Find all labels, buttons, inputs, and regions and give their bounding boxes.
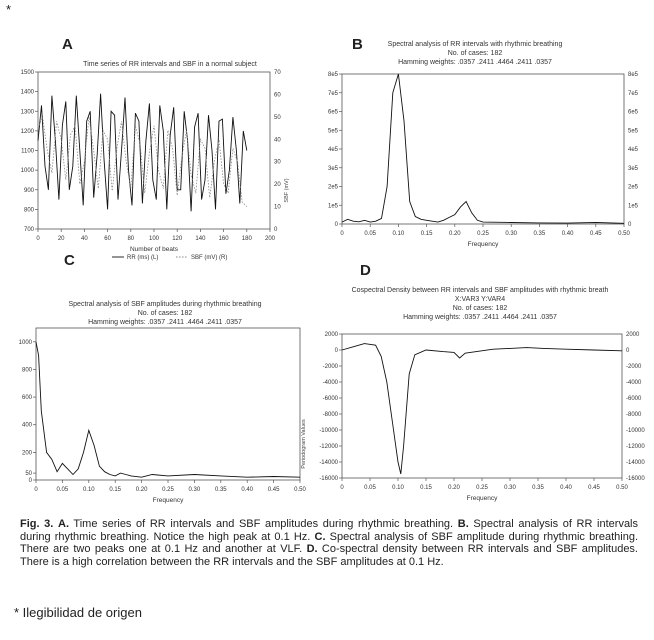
panel-a-y-tick-label-right: 70 (274, 70, 281, 76)
panel-d-x-tick-label: 0.10 (392, 485, 404, 491)
panel-a-x-axis-label: Number of beats (129, 246, 179, 253)
panel-a-y-tick-label-right: 20 (274, 182, 281, 189)
panel-c-x-axis-label: Frequency (152, 497, 184, 504)
panel-d-x-tick-label: 0.35 (532, 485, 544, 491)
panel-b-y-tick-label-right: 3e5 (628, 165, 639, 172)
panel-d-y-tick-label: 2000 (324, 332, 338, 338)
panel-d-x-tick-label: 0.40 (560, 485, 572, 491)
panel-b-y-tick-label: 1e5 (327, 203, 338, 210)
panel-a-x-tick-label: 60 (104, 236, 111, 242)
panel-d-x-tick-label: 0.05 (364, 485, 376, 491)
panel-d-y-tick-label: -12000 (319, 444, 338, 450)
panel-a-title: Time series of RR intervals and SBF in a normal subject (83, 61, 257, 68)
panel-b-y-tick-label-right: 4e5 (628, 147, 639, 153)
panel-a-y-tick-label: 800 (23, 207, 34, 214)
panel-b-x-tick-label: 0.05 (364, 231, 377, 237)
panel-a-y-axis-label-right: SBF (mV) (284, 178, 290, 203)
panel-c-plot-frame (36, 328, 300, 480)
panel-c-x-tick-label: 0.30 (188, 487, 201, 493)
panel-b-x-tick-label: 0.25 (477, 231, 489, 237)
panel-d-x-tick-label: 0.45 (588, 485, 600, 491)
panel-a-y-tick-label: 900 (23, 187, 34, 194)
caption-part-label: B. (457, 518, 469, 530)
panel-a-x-tick-label: 180 (241, 236, 252, 242)
panel-a-y-tick-label-right: 60 (274, 92, 281, 99)
panel-c-x-tick-label: 0.40 (241, 487, 254, 493)
caption-part-text: Time series of RR intervals and SBF amplitudes during rhythmic breathing. (69, 518, 458, 530)
panel-c-x-tick-label: 0 (34, 487, 38, 493)
panel-a-y-tick-label: 1400 (20, 89, 34, 96)
panel-c-title-line: No. of cases: 182 (137, 310, 193, 317)
panel-a-x-tick-label: 100 (148, 236, 160, 242)
panel-a-y-tick-label-right: 10 (274, 204, 281, 211)
panel-d-y-tick-label-right: -8000 (626, 412, 642, 418)
panel-d-y-tick-label: -6000 (322, 396, 338, 402)
panel-letter-d: D (360, 262, 371, 279)
panel-c-y-tick-label: 0 (28, 478, 32, 484)
panel-d-y-tick-label: -8000 (322, 412, 338, 418)
panel-a-plot-frame (38, 72, 270, 229)
caption-part-label: D. (306, 543, 318, 555)
caption-part-text: Spectral analysis of SBF amplitude during rhythmic breathing. There are two peaks one at 0.1 Hz and another at VLF. (20, 530, 638, 555)
panel-c-series-line (36, 342, 300, 477)
panel-c-x-tick-label: 0.15 (109, 487, 122, 493)
panel-b-y-tick-label: 7e5 (327, 90, 338, 97)
panel-d-y-tick-label-right: -12000 (626, 444, 645, 450)
panel-d-y-tick-label: -16000 (319, 476, 338, 482)
panel-d-y-tick-label-right: -4000 (626, 380, 642, 386)
panel-d-y-tick-label-right: 0 (626, 348, 630, 354)
panel-d-x-tick-label: 0.25 (476, 485, 488, 491)
panel-b-y-tick-label-right: 8e5 (628, 72, 639, 78)
panel-c-x-tick-label: 0.35 (214, 487, 227, 493)
panel-c-x-tick-label: 0.45 (267, 487, 280, 493)
figure-caption (20, 518, 638, 568)
panel-b-x-tick-label: 0 (340, 231, 344, 237)
panel-d-title-line: Hamming weights: .0357 .2411 .4464 .2411 .0357 (403, 314, 557, 321)
panel-d-y-tick-label-right: -2000 (626, 364, 642, 370)
panel-b-y-tick-label-right: 2e5 (628, 184, 639, 191)
panel-d-y-tick-label: -10000 (319, 428, 338, 434)
panel-a-y-tick-label: 1100 (21, 148, 34, 155)
panel-b-series-line (342, 74, 624, 223)
panel-a-y-tick-label-right: 50 (274, 114, 281, 121)
panel-d-y-tick-label-right: -10000 (626, 428, 645, 434)
panel-d-x-tick-label: 0.15 (420, 485, 432, 491)
panel-d-title-line: Cospectral Density between RR intervals and SBF amplitudes with rhythmic breath (351, 287, 609, 294)
panel-a-x-tick-label: 160 (218, 236, 229, 242)
panel-d-y-tick-label-right: -6000 (626, 396, 642, 402)
panel-d-y-tick-label: 0 (334, 348, 338, 354)
panel-b-y-tick-label: 4e5 (327, 147, 338, 153)
panel-b-x-tick-label: 0.45 (589, 231, 602, 237)
panel-d-x-tick-label: 0 (340, 485, 344, 491)
panel-b-x-tick-label: 0.50 (618, 231, 630, 237)
panel-b-y-tick-label: 2e5 (327, 184, 338, 191)
panel-b-y-tick-label-right: 6e5 (628, 109, 639, 116)
panel-c-x-tick-label: 0.25 (162, 487, 174, 493)
caption-part-label: C. (314, 530, 326, 543)
caption-fig-label: Fig. 3. (20, 518, 54, 530)
panel-a-y-tick-label-right: 30 (274, 159, 281, 166)
panel-b-y-tick-label: 8e5 (327, 72, 338, 78)
panel-b-x-tick-label: 0.40 (561, 231, 574, 237)
panel-a-y-tick-label: 700 (23, 227, 34, 233)
panel-a-x-tick-label: 140 (195, 236, 206, 242)
panel-b-y-tick-label: 5e5 (327, 128, 338, 135)
panel-d-x-tick-label: 0.20 (448, 485, 460, 491)
panel-a-x-tick-label: 120 (172, 236, 183, 242)
panel-b-title-line: Hamming weights: .0357 .2411 .4464 .2411 .0357 (398, 59, 552, 66)
footnote: * Ilegibilidad de origen (14, 605, 142, 620)
panel-c-x-tick-label: 0.10 (82, 487, 95, 493)
panel-b-x-tick-label: 0.10 (392, 231, 405, 237)
caption-part-label: A. (58, 518, 69, 530)
panel-c-y-tick-label: 200 (21, 450, 32, 457)
panel-c-y-tick-label: 400 (21, 422, 32, 429)
panel-a-y-tick-label: 1300 (20, 109, 34, 116)
panel-b-title-line: Spectral analysis of RR intervals with rhythmic breathing (387, 41, 563, 48)
asterisk-mark: * (6, 2, 12, 17)
panel-a-x-tick-label: 80 (127, 236, 135, 242)
panel-b-x-tick-label: 0.15 (420, 231, 433, 237)
panel-letter-a: A (62, 36, 73, 53)
panel-d-y-tick-label: -4000 (322, 380, 338, 386)
panel-b-y-tick-label: 3e5 (327, 165, 338, 172)
panel-d-y-tick-label-right: -14000 (626, 460, 645, 466)
panel-a-y-tick-label: 1200 (20, 128, 34, 135)
panel-b-x-tick-label: 0.20 (448, 231, 461, 237)
panel-c-y-tick-label: 600 (21, 395, 32, 402)
panel-a-x-tick-label: 40 (81, 236, 88, 242)
panel-d-y-tick-label: -14000 (319, 460, 338, 466)
panel-letter-c: C (64, 252, 75, 269)
panel-d-title-line: No. of cases: 182 (452, 305, 508, 312)
legend-entry: RR (ms) (L) (127, 255, 159, 261)
panel-c-title-line: Spectral analysis of SBF amplitudes during rhythmic breathing (68, 301, 262, 308)
panel-d-title-line: X:VAR3 Y:VAR4 (454, 296, 506, 303)
panel-d-x-axis-label: Frequency (466, 495, 498, 502)
panel-d-y-tick-label: -2000 (322, 364, 338, 370)
panel-c-y-tick-label: 800 (21, 367, 32, 374)
panel-a-y-tick-label: 1000 (20, 168, 34, 175)
panel-a-y-tick-label-right: 0 (274, 227, 278, 233)
panel-b-y-tick-label: 0 (334, 222, 338, 228)
panel-d-y-tick-label-right: 2000 (626, 332, 640, 338)
panel-d-plot-frame (342, 334, 622, 478)
panel-a-x-tick-label: 200 (264, 236, 276, 242)
panel-c-y-tick-label: 1000 (18, 339, 32, 346)
panel-a-y-tick-label: 1500 (20, 70, 34, 76)
panel-d-x-tick-label: 0.50 (616, 485, 628, 491)
panel-b-y-tick-label: 6e5 (327, 109, 338, 116)
panel-a-x-tick-label: 0 (36, 236, 40, 242)
panel-b-x-tick-label: 0.35 (533, 231, 546, 237)
panel-b-y-tick-label-right: 5e5 (628, 128, 639, 135)
panel-d-y-tick-label-right: -16000 (626, 476, 645, 482)
panel-a-x-tick-label: 20 (57, 236, 65, 242)
panel-b-y-tick-label-right: 7e5 (628, 90, 639, 97)
panel-letter-b: B (352, 36, 363, 53)
panel-b-y-tick-label-right: 1e5 (628, 203, 639, 210)
legend-entry: SBF (mV) (R) (191, 255, 228, 261)
panel-b-y-tick-label-right: 0 (628, 222, 632, 228)
panel-b-x-axis-label: Frequency (467, 241, 499, 248)
panel-c-x-tick-label: 0.20 (135, 487, 148, 493)
panel-d-x-tick-label: 0.30 (504, 485, 516, 491)
caption-part-text: Spectral analysis of RR intervals during rhythmic breathing. Notice the high peak at 0.1 Hz. (20, 518, 639, 543)
panel-c-x-tick-label: 0.50 (294, 487, 306, 493)
panel-c-title-line: Hamming weights: .0357 .2411 .4464 .2411 .0357 (88, 319, 242, 326)
panel-a-y-tick-label-right: 40 (274, 137, 281, 144)
panel-c-y-tick-label: 50 (25, 471, 32, 478)
panel-c-x-tick-label: 0.05 (56, 487, 69, 493)
panel-c-y-axis-label-right: Periodogram Values (301, 419, 307, 469)
panel-a-series-line (38, 94, 247, 212)
panel-d-series-line (342, 344, 622, 474)
panel-b-title-line: No. of cases: 182 (447, 50, 503, 57)
caption-part-text: Co-spectral density between RR intervals and SBF amplitudes. There is a high correlation between the RR intervals and the SBF amplitudes at 0.1 Hz. (20, 543, 638, 568)
panel-b-x-tick-label: 0.30 (505, 231, 518, 237)
